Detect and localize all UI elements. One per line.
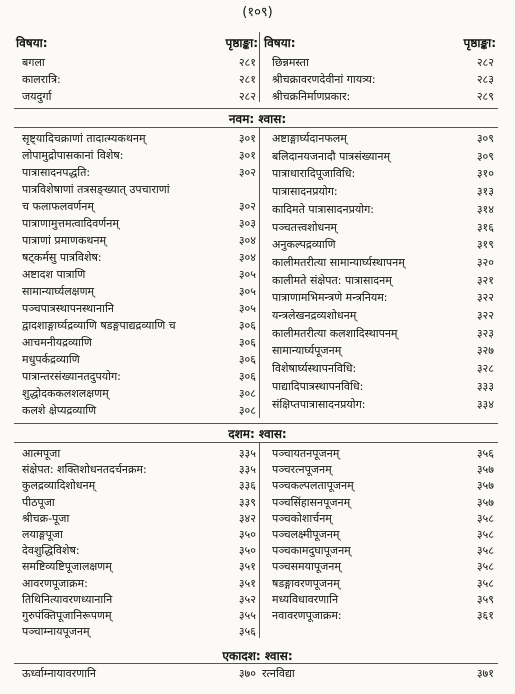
toc-entry-title: पात्रान्तरसंख्यानतदुपयोग: xyxy=(22,370,121,383)
toc-entry-title: देवशुद्धिविशेष: xyxy=(22,544,80,558)
toc-entry xyxy=(272,184,494,200)
toc-entry-page: ३५१ xyxy=(238,560,256,574)
toc-entry-title: पञ्चपात्रस्थापनस्थानानि xyxy=(22,302,114,315)
toc-entry-page: ३०८ xyxy=(238,387,256,400)
toc-entry-title: पञ्चकामदुघापूजनम् xyxy=(272,544,351,558)
toc-entry-title: श्रीचक्रावरणदेवीनां गायत्र्य: xyxy=(272,73,376,86)
toc-entry xyxy=(272,326,494,342)
toc-entry xyxy=(272,308,494,324)
toc-entry-title: लयाङ्गपूजा xyxy=(22,528,63,541)
toc-entry-title: अनुकल्पद्रव्याणि xyxy=(272,238,336,252)
toc-entry-page: ३५७ xyxy=(476,479,494,493)
toc-entry xyxy=(272,220,494,236)
toc-entry xyxy=(272,202,494,218)
toc-entry-title: पञ्चकल्पलतापूजनम् xyxy=(272,479,354,493)
toc-entry-title: पात्राणामुत्तमत्वादिवर्णनम् xyxy=(22,217,119,230)
toc-entry-page: ३३६ xyxy=(238,479,256,493)
toc-entry-page: ३६१ xyxy=(476,609,494,622)
toc-entry xyxy=(22,478,256,494)
toc-entry-title: कुलद्रव्यादिशोधनम् xyxy=(22,479,96,493)
toc-entry-title: समष्टिव्यष्टिपूजालक्षणम् xyxy=(22,560,112,574)
column-divider xyxy=(259,32,260,102)
section-title-11: एकादश: श्वास: xyxy=(222,649,293,663)
toc-entry xyxy=(272,55,494,71)
toc-entry-title: कादिमते पात्रासादनप्रयोग: xyxy=(272,202,374,216)
toc-entry-title: पञ्चतत्त्वशोधनम् xyxy=(272,220,337,234)
toc-entry-title: पञ्चरत्नपूजनम् xyxy=(272,463,332,477)
toc-entry-page: ३२८ xyxy=(476,362,494,376)
toc-entry xyxy=(272,608,494,624)
header-page-label: पृष्ठाङ्का: xyxy=(463,36,496,50)
toc-entry-title: पञ्चलक्ष्मीपूजनम् xyxy=(272,528,340,541)
toc-entry-page: ३५७ xyxy=(476,495,494,509)
toc-entry-title: मध्यविधावरणानि xyxy=(272,592,339,606)
toc-entry xyxy=(272,576,494,592)
toc-entry-title: पाद्यादिपात्रस्थापनविधि: xyxy=(272,379,364,393)
toc-entry-title: पात्रविशेषाणां तत्रसङ्ख्यात् उपचाराणां xyxy=(22,183,170,196)
toc-entry xyxy=(22,624,256,640)
section-rule xyxy=(14,108,498,109)
toc-entry-page: ३५० xyxy=(238,528,256,541)
toc-entry-page: ३१३ xyxy=(476,185,494,199)
toc-entry-page: ३०६ xyxy=(238,336,256,349)
toc-entry xyxy=(22,462,256,478)
toc-entry-page: ३२७ xyxy=(476,344,494,358)
toc-entry xyxy=(262,666,494,682)
toc-entry-title: श्रीचक्र-पूजा xyxy=(22,511,70,525)
toc-entry xyxy=(22,335,256,351)
toc-entry-page: ३०२ xyxy=(238,166,256,179)
toc-entry xyxy=(22,608,256,624)
toc-entry-page: ३४२ xyxy=(238,511,256,525)
toc-entry-page: ३०९ xyxy=(476,132,494,145)
toc-entry-page: ३१९ xyxy=(476,238,494,252)
toc-entry-page: ३२२ xyxy=(476,291,494,305)
toc-entry-page: ३५८ xyxy=(476,544,494,558)
toc-entry-page: ३५७ xyxy=(476,463,494,477)
toc-entry-page: २८३ xyxy=(476,73,494,86)
toc-entry-page: ३५२ xyxy=(238,592,256,606)
toc-entry-page: ३०४ xyxy=(238,251,256,264)
toc-entry-title: जयदुर्गा xyxy=(22,90,52,103)
toc-entry-page: ३५८ xyxy=(476,528,494,541)
toc-entry-page: ३५१ xyxy=(238,576,256,590)
section-rule xyxy=(14,663,498,664)
toc-entry xyxy=(22,386,256,402)
toc-entry-title: षडङ्गावरणपूजनम् xyxy=(272,576,340,590)
section-rule xyxy=(14,423,498,424)
toc-entry-title: आचमनीयद्रव्याणि xyxy=(22,336,92,349)
toc-entry xyxy=(272,273,494,289)
toc-entry xyxy=(22,131,256,147)
toc-entry-title: संक्षेपत: शक्तिशोधनतदर्चनक्रम: xyxy=(22,463,147,477)
toc-entry xyxy=(272,237,494,253)
toc-entry-page: ३५६ xyxy=(238,625,256,639)
toc-entry-title: छिन्नमस्ता xyxy=(272,56,309,69)
toc-entry-page: २८१ xyxy=(238,56,256,69)
toc-entry-page: ३०५ xyxy=(238,285,256,298)
toc-entry xyxy=(22,592,256,608)
toc-entry-page: ३२१ xyxy=(476,273,494,287)
toc-entry-page: ३७० xyxy=(238,667,256,680)
toc-entry xyxy=(22,165,256,181)
toc-entry xyxy=(22,666,256,682)
toc-entry-title: शुद्धोदककलशलक्षणम् xyxy=(22,387,109,400)
toc-entry-title: आत्मपूजा xyxy=(22,447,61,460)
toc-entry-page: ३५८ xyxy=(476,560,494,574)
toc-entry-page: ३०३ xyxy=(238,217,256,230)
toc-entry xyxy=(22,72,256,88)
toc-entry-page: ३२३ xyxy=(476,326,494,340)
toc-entry-page: ३०४ xyxy=(238,234,256,247)
toc-entry xyxy=(272,166,494,182)
toc-entry-page: ३३३ xyxy=(476,379,494,393)
toc-entry-title: बगला xyxy=(22,56,45,69)
toc-entry-title: रत्नविद्या xyxy=(262,667,295,680)
toc-entry-title: आवरणपूजाक्रम: xyxy=(22,576,88,590)
header-left xyxy=(16,34,258,52)
toc-entry-page: ३०६ xyxy=(238,319,256,332)
toc-entry xyxy=(22,250,256,266)
toc-entry xyxy=(272,379,494,395)
toc-entry xyxy=(272,290,494,306)
toc-entry-title: श्रीचक्रनिर्माणप्रकार: xyxy=(272,90,351,103)
toc-entry-title: पात्राणां प्रमाणकथनम् xyxy=(22,234,107,247)
toc-entry xyxy=(22,89,256,105)
page-number: (१०९) xyxy=(242,5,273,20)
toc-entry-page: ३१० xyxy=(476,167,494,181)
toc-entry xyxy=(272,592,494,608)
toc-entry-page: ३०५ xyxy=(238,268,256,281)
header-right xyxy=(264,34,496,52)
toc-entry xyxy=(22,495,256,511)
toc-entry xyxy=(22,527,256,543)
toc-entry xyxy=(272,89,494,105)
toc-entry xyxy=(22,403,256,419)
toc-entry-page: ३३५ xyxy=(238,447,256,460)
toc-entry xyxy=(22,233,256,249)
toc-entry-title: नवावरणपूजाक्रम: xyxy=(272,609,342,622)
toc-entry xyxy=(22,199,256,215)
toc-entry-title: गुरुपंक्तिपूजानिरूपणम् xyxy=(22,609,112,622)
toc-entry-title: च फलाफलवर्णनम् xyxy=(22,200,94,213)
section-rule xyxy=(14,127,498,128)
toc-entry xyxy=(22,267,256,283)
toc-entry-title: बलिदानयजनादौ पात्रसंख्यानम् xyxy=(272,149,391,163)
toc-entry-page: ३०६ xyxy=(238,353,256,366)
toc-entry-title: सामान्यार्घ्यलक्षणम् xyxy=(22,285,95,298)
toc-entry xyxy=(22,318,256,334)
toc-entry xyxy=(272,149,494,165)
toc-entry xyxy=(22,576,256,592)
toc-entry-page: ३०९ xyxy=(476,149,494,163)
toc-entry-page: २८९ xyxy=(476,90,494,103)
toc-entry-page: ३०२ xyxy=(238,200,256,213)
toc-entry-page: ३०५ xyxy=(238,302,256,315)
toc-entry-page: ३७१ xyxy=(476,667,494,680)
toc-entry-title: पात्राणामभिमन्त्रणे मन्त्रनियम: xyxy=(272,291,388,305)
toc-entry-title: पञ्चसिंहासनपूजनम् xyxy=(272,495,351,509)
toc-entry xyxy=(22,182,256,198)
toc-entry-title: पीठपूजा xyxy=(22,495,55,509)
toc-entry-page: २८१ xyxy=(238,73,256,86)
toc-entry-title: कालीमतरीत्या कलशादिस्थापनम् xyxy=(272,326,398,340)
toc-entry-title: संक्षिप्तपात्रासादनप्रयोग: xyxy=(272,397,366,411)
toc-entry-page: ३०८ xyxy=(238,404,256,417)
toc-entry-page: ३३९ xyxy=(238,495,256,509)
header-page-label: पृष्ठाङ्का: xyxy=(225,36,258,50)
toc-entry-title: अष्टाङ्गार्घ्यदानफलम् xyxy=(272,132,347,145)
toc-entry xyxy=(22,216,256,232)
toc-entry-page: ३०१ xyxy=(238,149,256,162)
toc-entry xyxy=(22,352,256,368)
toc-entry xyxy=(272,543,494,559)
toc-entry xyxy=(272,495,494,511)
toc-entry-title: पञ्चाम्नायपूजनम् xyxy=(22,625,90,639)
toc-entry-title: कालीमतरीत्या सामान्यार्घ्यस्थापनम् xyxy=(272,255,405,269)
toc-entry-page: ३०६ xyxy=(238,370,256,383)
toc-entry-page: ३३५ xyxy=(238,463,256,477)
toc-entry-title: मधुपर्कद्रव्याणि xyxy=(22,353,80,366)
toc-entry-title: पात्राधारादिपूजाविधि: xyxy=(272,167,356,181)
toc-entry xyxy=(22,284,256,300)
toc-entry-page: ३५० xyxy=(238,544,256,558)
toc-entry xyxy=(272,559,494,575)
toc-entry-title: यन्त्रलेखनद्रव्यशोधनम् xyxy=(272,309,357,322)
toc-entry-title: ऊर्ध्वाम्नायावरणानि xyxy=(22,667,96,680)
toc-entry-title: पात्रासादनप्रयोग: xyxy=(272,185,338,199)
toc-entry-page: ३२० xyxy=(476,255,494,269)
toc-entry-page: ३०१ xyxy=(238,132,256,145)
header-subject-label: विषया: xyxy=(16,36,48,50)
section-title-9: नवम: श्वास: xyxy=(228,112,287,126)
toc-entry-title: षट्कर्मसु पात्रविशेष: xyxy=(22,251,102,264)
toc-entry xyxy=(22,55,256,71)
toc-entry-page: ३५६ xyxy=(476,447,494,460)
toc-entry-page: २८२ xyxy=(238,90,256,103)
toc-entry-page: ३५८ xyxy=(476,511,494,525)
toc-entry-page: ३५८ xyxy=(476,576,494,590)
toc-entry xyxy=(272,462,494,478)
toc-entry xyxy=(22,446,256,462)
toc-entry xyxy=(272,72,494,88)
section-rule xyxy=(14,442,498,443)
toc-entry xyxy=(272,131,494,147)
toc-entry-page: २८२ xyxy=(476,56,494,69)
toc-entry-title: पञ्चकोशार्चनम् xyxy=(272,511,332,525)
section-title-10: दशम: श्वास: xyxy=(228,427,287,441)
toc-entry-title: पञ्चायतनपूजनम् xyxy=(272,447,340,460)
toc-entry-page: ३१६ xyxy=(476,220,494,234)
toc-entry xyxy=(272,255,494,271)
toc-entry-title: कलशे क्षेप्यद्रव्याणि xyxy=(22,404,97,417)
toc-entry xyxy=(22,369,256,385)
column-divider xyxy=(259,443,260,638)
toc-entry xyxy=(272,446,494,462)
toc-entry-title: विशेषार्घ्यस्थापनविधि: xyxy=(272,362,357,376)
toc-entry-title: अष्टादश पात्राणि xyxy=(22,268,86,281)
toc-entry xyxy=(272,343,494,359)
toc-entry-page: ३५९ xyxy=(476,592,494,606)
toc-entry xyxy=(22,543,256,559)
toc-entry-title: तिथिनित्यावरणध्यानानि xyxy=(22,592,113,606)
toc-entry-title: कालरात्रि: xyxy=(22,73,61,86)
toc-entry-title: कालीमते संक्षेपत: पात्रासादनम् xyxy=(272,273,392,287)
column-divider xyxy=(259,128,260,418)
toc-entry xyxy=(22,301,256,317)
toc-entry-page: ३१४ xyxy=(476,202,494,216)
toc-entry xyxy=(272,478,494,494)
toc-entry xyxy=(272,361,494,377)
toc-entry-title: लोपामुद्रोपासकानां विशेष: xyxy=(22,149,124,162)
toc-entry-page: ३२२ xyxy=(476,309,494,322)
toc-entry xyxy=(272,397,494,413)
toc-entry xyxy=(272,511,494,527)
toc-entry-title: पञ्चसमयापूजनम् xyxy=(272,560,341,574)
header-subject-label: विषया: xyxy=(264,36,296,50)
toc-entry xyxy=(22,511,256,527)
toc-entry-title: सामान्यार्घ्यपूजनम् xyxy=(272,344,342,358)
toc-entry-title: पात्रासादनपद्धति: xyxy=(22,166,91,179)
toc-entry-title: द्वादशाङ्गार्घ्यद्रव्याणि षडङ्गपाद्यद्रव्याणि च xyxy=(22,319,176,332)
toc-entry xyxy=(22,148,256,164)
toc-entry-page: ३३४ xyxy=(476,397,494,411)
toc-entry xyxy=(22,559,256,575)
toc-entry xyxy=(272,527,494,543)
toc-entry-title: सृष्ट्यादिचक्राणां तादात्म्यकथनम् xyxy=(22,132,146,145)
toc-entry-page: ३५५ xyxy=(238,609,256,622)
